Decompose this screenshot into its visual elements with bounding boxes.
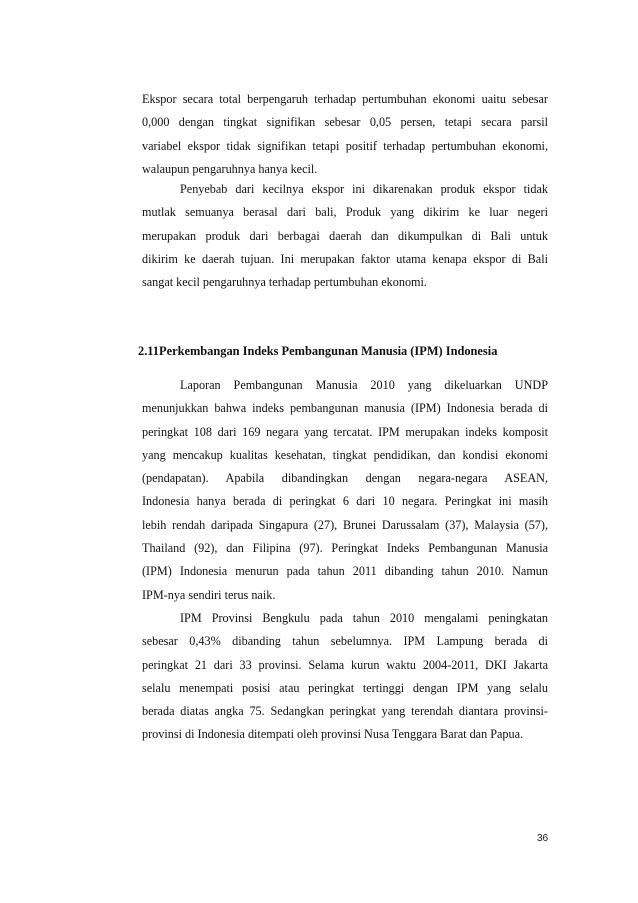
section-heading: 2.11Perkembangan Indeks Pembangunan Manusia (IPM) Indonesia [138, 344, 498, 358]
text-line: dikirim ke daerah tujuan. Ini merupakan faktor utama kenapa ekspor di Bali [142, 251, 548, 266]
text-line: merupakan produk dari berbagai daerah dan dikumpulkan di Bali untuk [142, 228, 548, 243]
text-line: (IPM) Indonesia menurun pada tahun 2011 dibanding tahun 2010. Namun [142, 564, 548, 579]
text-line: provinsi di Indonesia ditempati oleh provinsi Nusa Tenggara Barat dan Papua. [142, 727, 524, 742]
text-line: IPM Provinsi Bengkulu pada tahun 2010 mengalami peningkatan [180, 611, 548, 625]
text-line: 0,000 dengan tingkat signifikan sebesar 0,05 persen, tetapi secara parsil [142, 115, 548, 130]
text-line: menunjukkan bahwa indeks pembangunan manusia (IPM) Indonesia berada di [142, 401, 548, 416]
text-line: selalu menempati posisi atau peringkat tertinggi dengan IPM yang selalu [142, 680, 548, 695]
paragraph-ekspor-effect [142, 88, 548, 181]
text-line: IPM-nya sendiri terus naik. [142, 587, 276, 602]
text-line: Ekspor secara total berpengaruh terhadap pertumbuhan ekonomi uaitu sebesar [142, 92, 548, 106]
text-line: mutlak semuanya berasal dari bali, Produk yang dikirim ke luar negeri [142, 205, 548, 220]
text-line: Thailand (92), dan Filipina (97). Peringkat Indeks Pembangunan Manusia [142, 541, 548, 556]
text-line: peringkat 21 dari 33 provinsi. Selama kurun waktu 2004-2011, DKI Jakarta [142, 657, 548, 672]
text-line: Indonesia hanya berada di peringkat 6 dari 10 negara. Peringkat ini masih [142, 494, 548, 509]
paragraph-ekspor-cause [142, 178, 548, 294]
text-line: lebih rendah daripada Singapura (27), Brunei Darussalam (37), Malaysia (57), [142, 517, 548, 532]
text-line: (pendapatan). Apabila dibandingkan dengan negara-negara ASEAN, [142, 471, 548, 486]
text-line: sangat kecil pengaruhnya terhadap pertumbuhan ekonomi. [142, 275, 427, 290]
text-line: peringkat 108 dari 169 negara yang tercatat. IPM merupakan indeks komposit [142, 424, 548, 439]
page-number: 36 [537, 833, 549, 844]
text-line: Penyebab dari kecilnya ekspor ini dikarenakan produk ekspor tidak [180, 182, 548, 196]
paragraph-ipm-provinsi [142, 607, 548, 747]
text-line: sebesar 0,43% dibanding tahun sebelumnya. IPM Lampung berada di [142, 634, 548, 649]
text-line: berada diatas angka 75. Sedangkan peringkat yang terendah diantara provinsi- [142, 704, 548, 719]
text-line: variabel ekspor tidak signifikan tetapi positif terhadap pertumbuhan ekonomi, [142, 138, 548, 153]
text-line: yang mencakup kualitas kesehatan, tingkat pendidikan, dan kondisi ekonomi [142, 447, 548, 462]
text-line: walaupun pengaruhnya hanya kecil. [142, 161, 318, 176]
text-line: Laporan Pembangunan Manusia 2010 yang dikeluarkan UNDP [180, 378, 548, 392]
paragraph-ipm-indonesia [142, 374, 548, 607]
